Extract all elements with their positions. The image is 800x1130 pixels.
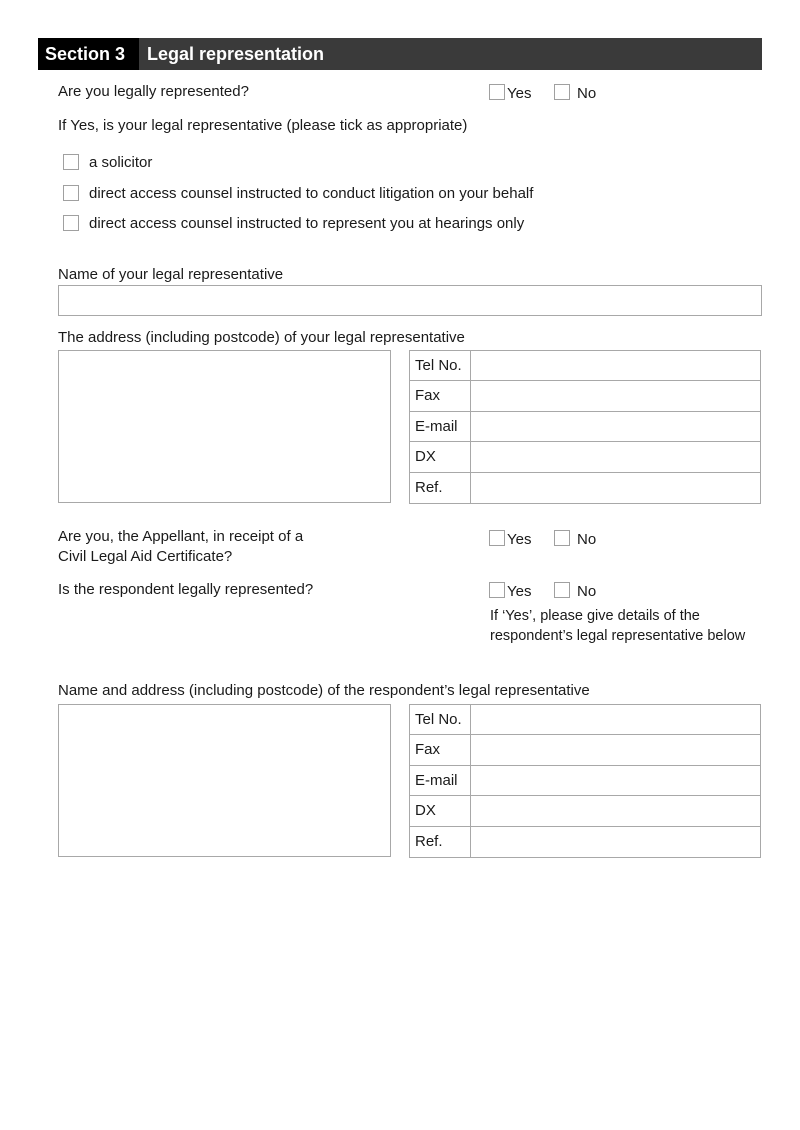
rep-dx-input[interactable]	[471, 442, 760, 471]
represented-question: Are you legally represented?	[58, 83, 249, 100]
dx-label: DX	[410, 442, 471, 471]
respondent-no-checkbox[interactable]	[554, 582, 570, 598]
solicitor-label: a solicitor	[89, 154, 153, 171]
resp-contact-row	[410, 766, 760, 796]
rep-tel-input[interactable]	[471, 351, 760, 380]
fax-label: Fax	[410, 381, 471, 410]
resp-contact-row	[410, 827, 760, 857]
respondent-yes-label: Yes	[507, 583, 532, 600]
rep-address-label: The address (including postcode) of your legal representative	[58, 329, 465, 346]
respondent-no-label: No	[577, 583, 597, 600]
represented-no-checkbox[interactable]	[554, 84, 570, 100]
resp-ref-input[interactable]	[471, 827, 760, 857]
rep-contact-row	[410, 351, 760, 381]
rep-contact-row	[410, 442, 760, 472]
rep-ref-input[interactable]	[471, 473, 760, 503]
dx-label: DX	[410, 796, 471, 825]
resp-email-input[interactable]	[471, 766, 760, 795]
respondent-note-line2: respondent’s legal representative below	[490, 628, 746, 644]
rep-name-label: Name of your legal representative	[58, 266, 284, 283]
legal-aid-no-label: No	[577, 531, 597, 548]
legal-aid-question-line2: Civil Legal Aid Certificate?	[58, 548, 233, 565]
counsel-hearings-checkbox[interactable]	[63, 215, 79, 231]
respondent-note-line1: If ‘Yes’, please give details of the	[490, 608, 700, 624]
resp-tel-input[interactable]	[471, 705, 760, 734]
represented-no-label: No	[577, 85, 597, 102]
section-title: Legal representation	[147, 44, 325, 64]
rep-fax-input[interactable]	[471, 381, 760, 410]
rep-contact-row	[410, 412, 760, 442]
ref-label: Ref.	[410, 827, 471, 857]
legal-aid-no-checkbox[interactable]	[554, 530, 570, 546]
resp-address-label: Name and address (including postcode) of the respondent’s legal representative	[58, 682, 590, 699]
counsel-litigation-label: direct access counsel instructed to conduct litigation on your behalf	[89, 185, 534, 202]
resp-contact-row	[410, 735, 760, 765]
respondent-question: Is the respondent legally represented?	[58, 581, 314, 598]
email-label: E-mail	[410, 766, 471, 795]
ref-label: Ref.	[410, 473, 471, 503]
represented-yes-label: Yes	[507, 85, 532, 102]
rep-address-input[interactable]	[58, 350, 391, 503]
legal-aid-question-line1: Are you, the Appellant, in receipt of a	[58, 528, 304, 545]
email-label: E-mail	[410, 412, 471, 441]
counsel-litigation-checkbox[interactable]	[63, 185, 79, 201]
section-header	[38, 38, 762, 70]
solicitor-checkbox[interactable]	[63, 154, 79, 170]
rep-email-input[interactable]	[471, 412, 760, 441]
resp-fax-input[interactable]	[471, 735, 760, 764]
representative-type-question: If Yes, is your legal representative (please tick as appropriate)	[58, 117, 468, 134]
legal-aid-yes-checkbox[interactable]	[489, 530, 505, 546]
resp-dx-input[interactable]	[471, 796, 760, 825]
rep-contact-row	[410, 381, 760, 411]
resp-address-input[interactable]	[58, 704, 391, 857]
resp-contact-row	[410, 796, 760, 826]
resp-contact-row	[410, 705, 760, 735]
rep-contact-row	[410, 473, 760, 503]
tel-label: Tel No.	[410, 351, 471, 380]
fax-label: Fax	[410, 735, 471, 764]
counsel-hearings-label: direct access counsel instructed to represent you at hearings only	[89, 215, 525, 232]
respondent-yes-checkbox[interactable]	[489, 582, 505, 598]
section-number: Section 3	[38, 38, 139, 70]
rep-contact-table	[409, 350, 761, 504]
represented-yes-checkbox[interactable]	[489, 84, 505, 100]
resp-contact-table	[409, 704, 761, 858]
tel-label: Tel No.	[410, 705, 471, 734]
legal-aid-yes-label: Yes	[507, 531, 532, 548]
rep-name-input[interactable]	[58, 285, 762, 316]
